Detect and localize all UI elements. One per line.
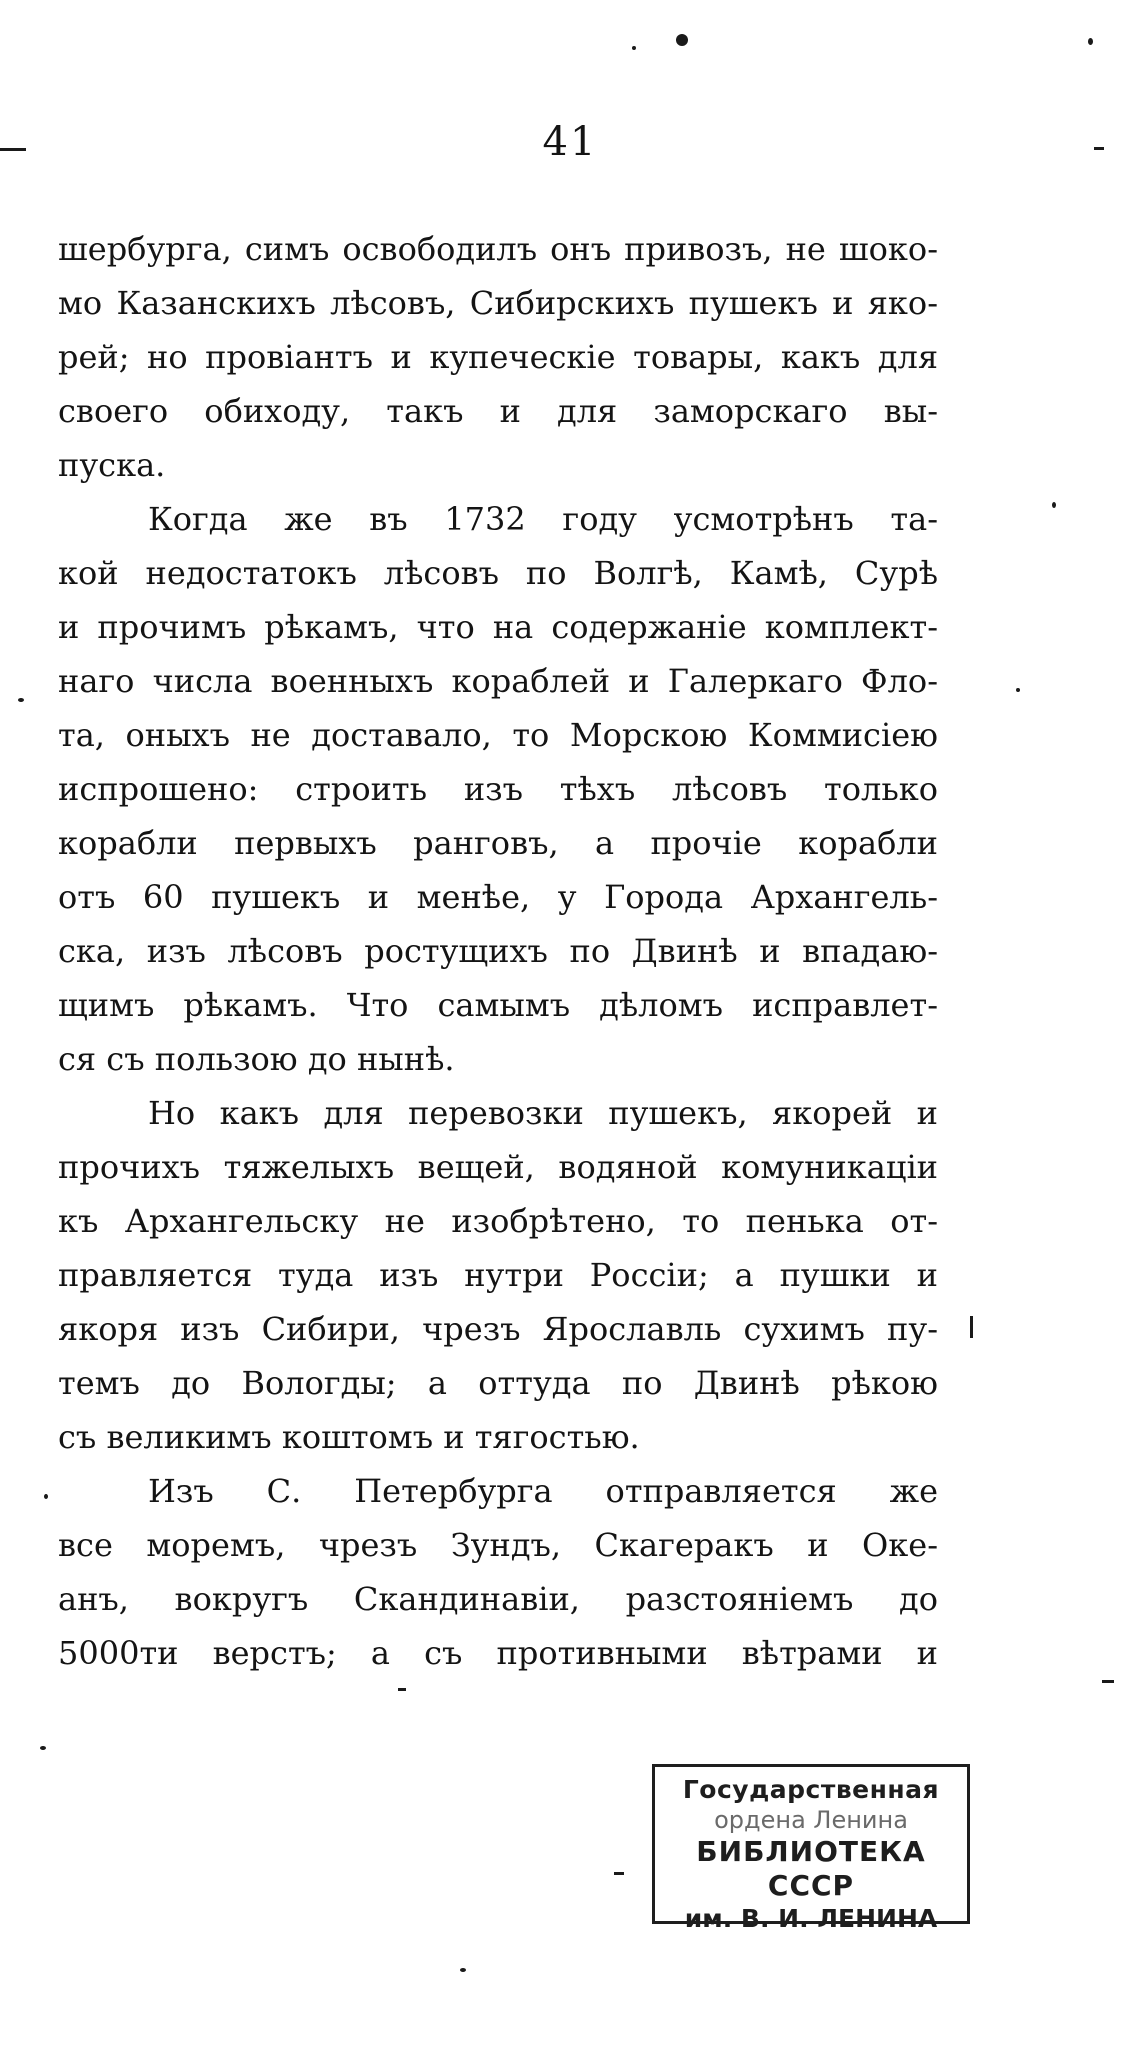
- text-line: пуска.: [58, 446, 166, 484]
- text-line: все моремъ, чрезъ Зундъ, Скагеракъ и Оке-: [58, 1526, 938, 1564]
- scan-dash: [0, 148, 26, 151]
- text-line: отъ 60 пушекъ и менѣе, у Города Архангель-: [58, 878, 938, 916]
- text-line: рей; но провіантъ и купеческіе товары, какъ для: [58, 338, 938, 376]
- text-line: испрошено: строить изъ тѣхъ лѣсовъ только: [58, 770, 938, 808]
- text-line: кой недостатокъ лѣсовъ по Волгѣ, Камѣ, Сурѣ: [58, 554, 938, 592]
- stamp-line: ордена Ленина: [714, 1806, 908, 1834]
- text-line: якоря изъ Сибири, чрезъ Ярославль сухимъ пу-: [58, 1310, 938, 1348]
- text-line: анъ, вокругъ Скандинавіи, разстояніемъ до: [58, 1580, 938, 1618]
- text-line: Изъ С. Петербурга отправляется же: [148, 1472, 938, 1510]
- library-stamp: [652, 1764, 970, 1933]
- text-line: ся съ пользою до нынѣ.: [58, 1040, 455, 1078]
- stamp-line: Государственная: [682, 1775, 940, 1804]
- text-line: темъ до Вологды; а оттуда по Двинѣ рѣкою: [58, 1364, 938, 1402]
- text-line: съ великимъ коштомъ и тягостью.: [58, 1418, 640, 1456]
- scan-speck: [44, 1494, 48, 1499]
- text-line: мо Казанскихъ лѣсовъ, Сибирскихъ пушекъ и яко-: [58, 284, 938, 322]
- scan-dash: [970, 1316, 973, 1338]
- text-line: наго числа военныхъ кораблей и Галеркаго Фло-: [58, 662, 938, 700]
- text-line: корабли первыхъ ранговъ, а прочіе корабли: [58, 824, 938, 862]
- scan-speck: [1016, 688, 1020, 692]
- scan-dash: [1094, 147, 1104, 150]
- text-line: Когда же въ 1732 году усмотрѣнъ та-: [148, 500, 938, 538]
- text-line: щимъ рѣкамъ. Что самымъ дѣломъ исправлет-: [58, 986, 938, 1024]
- scan-speck: [18, 698, 24, 702]
- text-line: Но какъ для перевозки пушекъ, якорей и: [148, 1094, 938, 1132]
- text-line: правляется туда изъ нутри Россіи; а пушки и: [58, 1256, 938, 1294]
- scan-speck: [1052, 502, 1056, 508]
- scan-speck: [676, 34, 688, 46]
- text-line: своего обиходу, такъ и для заморскаго вы-: [58, 392, 938, 430]
- text-line: прочихъ тяжелыхъ вещей, водяной комуникаціи: [58, 1148, 938, 1186]
- text-line: къ Архангельску не изобрѣтено, то пенька от-: [58, 1202, 938, 1240]
- stamp-line: им. В. И. ЛЕНИНА: [684, 1904, 938, 1933]
- scan-speck: [460, 1968, 466, 1972]
- scan-speck: [40, 1746, 46, 1750]
- text-line: ска, изъ лѣсовъ ростущихъ по Двинѣ и впадаю-: [58, 932, 938, 970]
- text-line: и прочимъ рѣкамъ, что на содержаніе комплект-: [58, 608, 938, 646]
- body-text: [58, 222, 938, 1680]
- scan-dash: [614, 1872, 624, 1875]
- text-line: 5000ти верстъ; а съ противными вѣтрами и: [58, 1634, 938, 1672]
- scan-speck: [632, 46, 636, 50]
- scan-speck: [1088, 38, 1093, 45]
- scan-dash: [398, 1688, 406, 1691]
- scan-dash: [1102, 1680, 1114, 1683]
- text-line: та, оныхъ не доставало, то Морскою Коммисіею: [58, 716, 938, 754]
- stamp-line: БИБЛИОТЕКА СССР: [696, 1835, 926, 1902]
- text-line: шербурга, симъ освободилъ онъ привозъ, не шоко-: [58, 230, 938, 268]
- page-number: 41: [542, 119, 598, 165]
